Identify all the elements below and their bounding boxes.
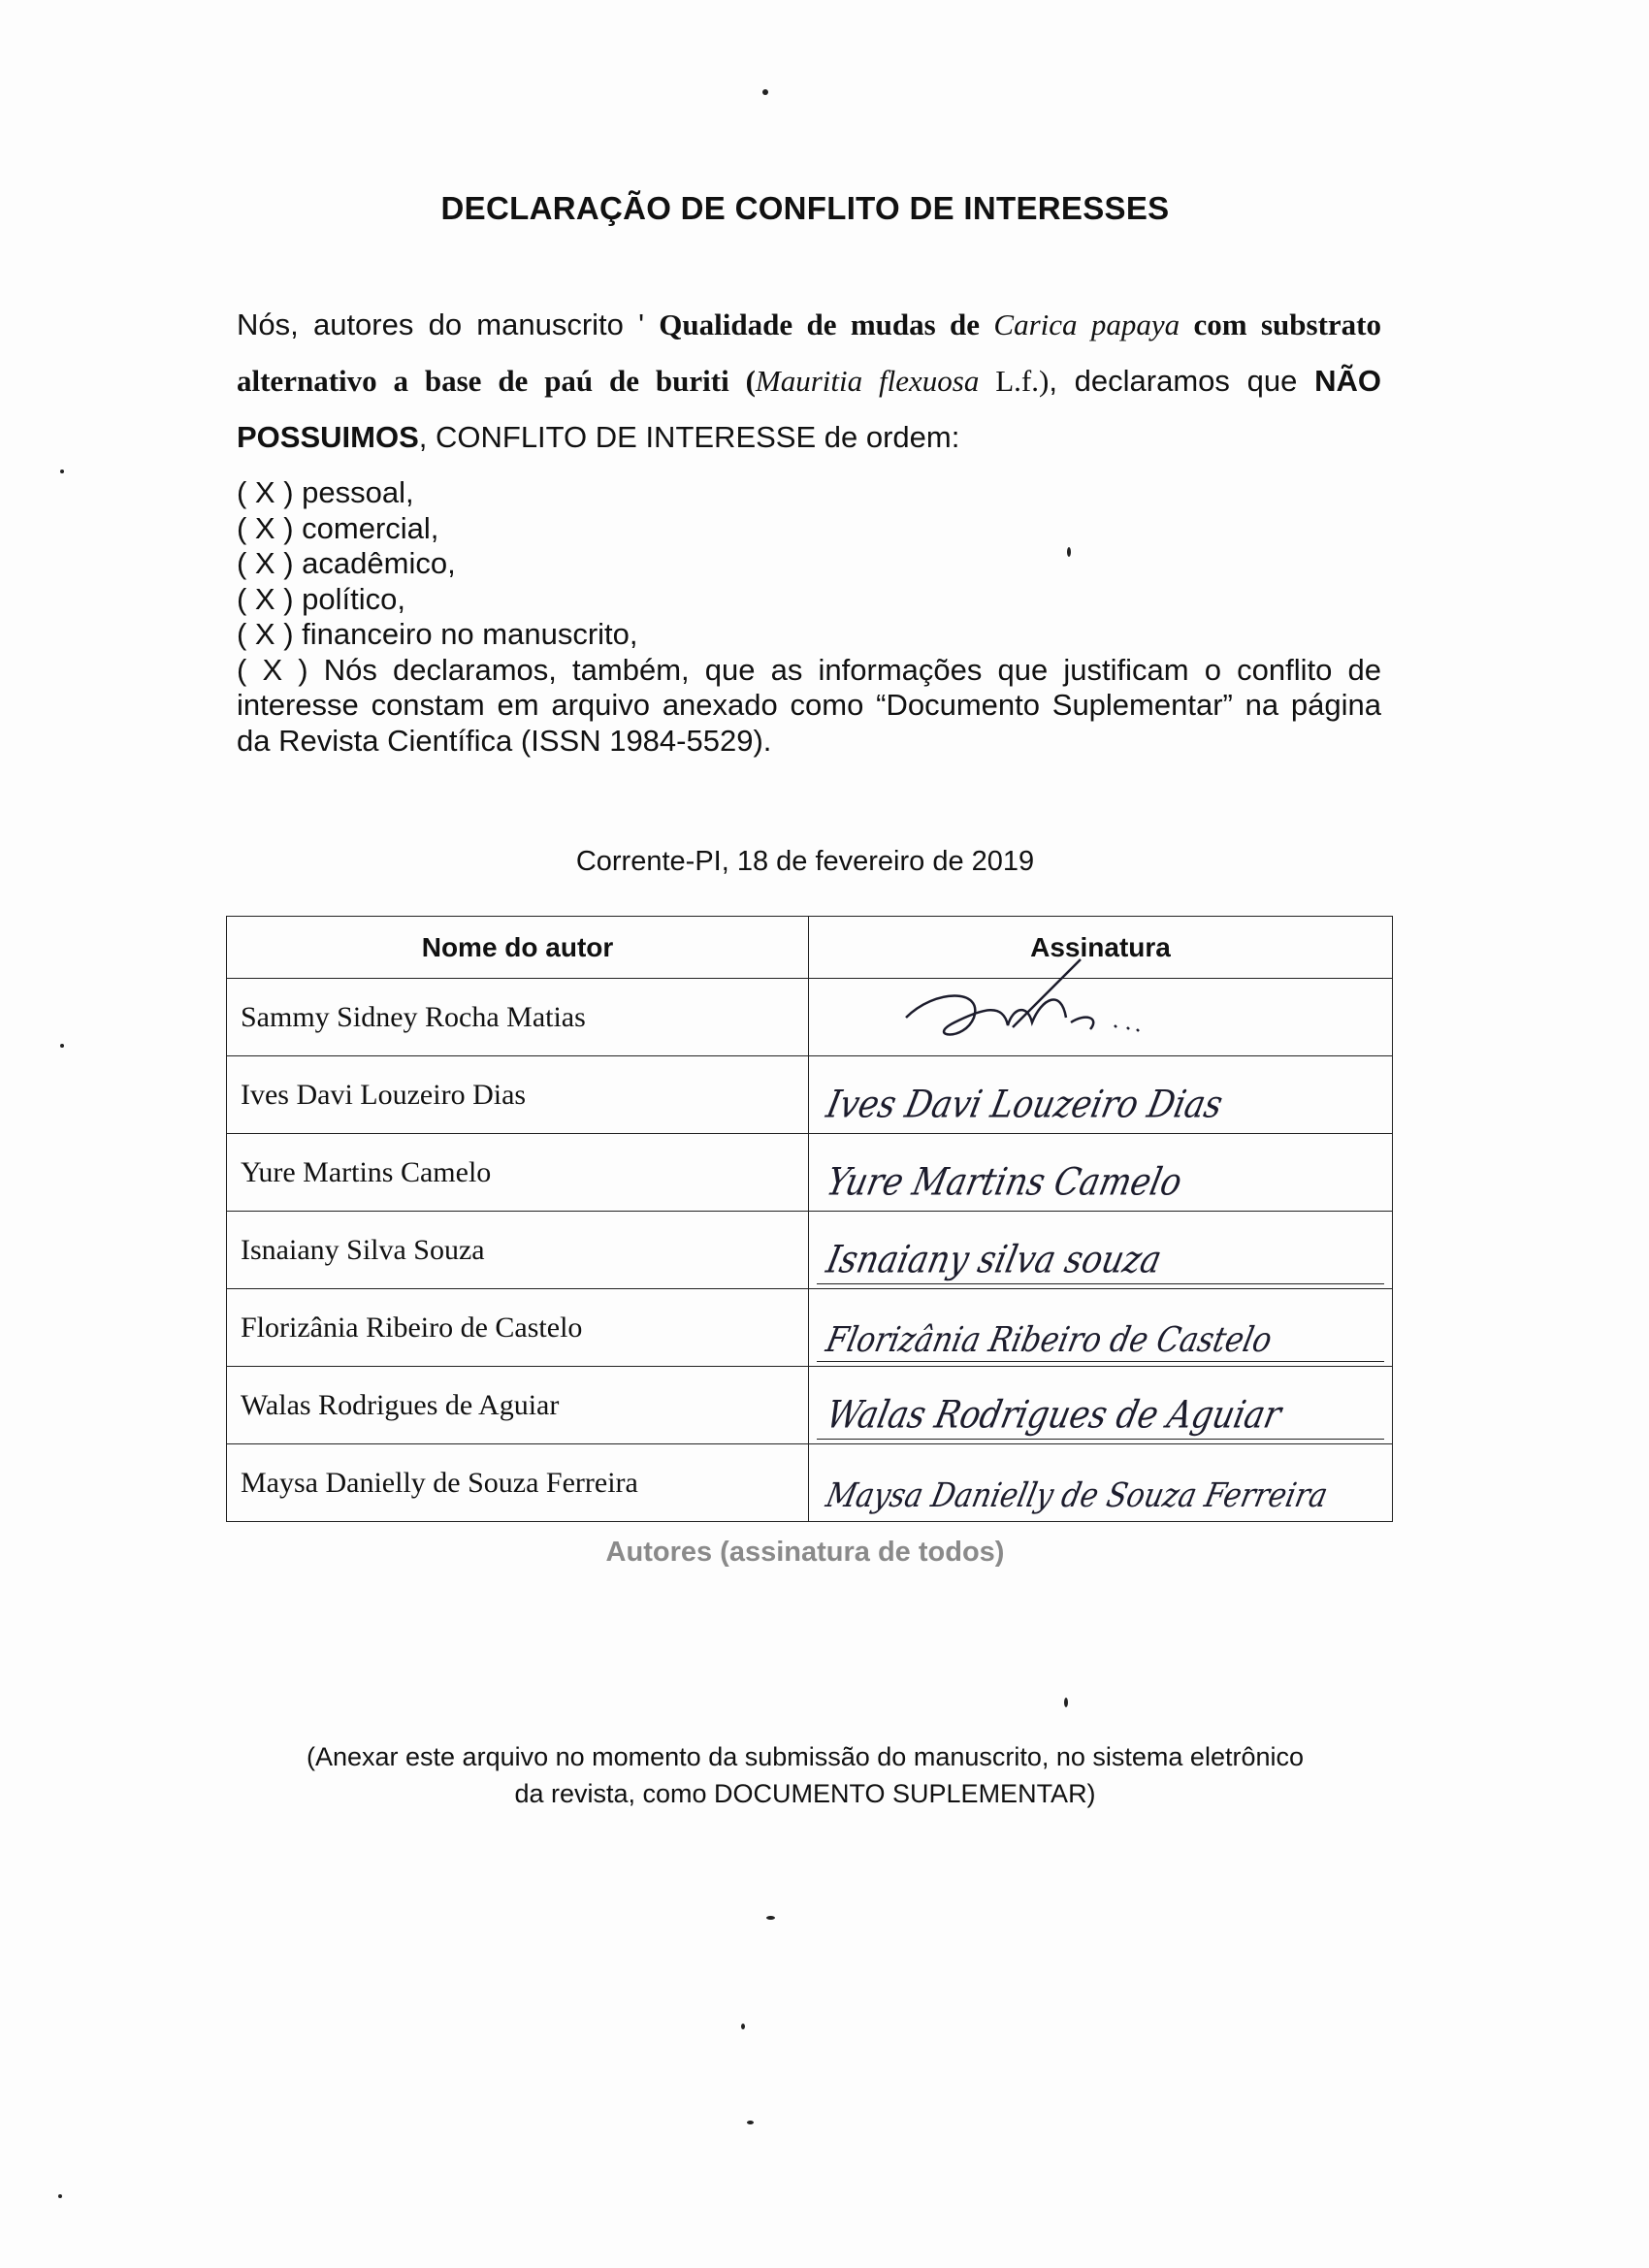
signatures-caption: Autores (assinatura de todos) bbox=[605, 1537, 1005, 1568]
intro-after: , declaramos que bbox=[1049, 364, 1315, 398]
column-header-signature: Assinatura bbox=[809, 917, 1393, 979]
scan-speck bbox=[58, 2194, 62, 2198]
scan-speck bbox=[747, 2121, 754, 2124]
scan-speck bbox=[60, 1044, 64, 1048]
page-title: DECLARAÇÃO DE CONFLITO DE INTERESSES bbox=[440, 190, 1170, 226]
handwritten-signature: Florizânia Ribeiro de Castelo bbox=[823, 1319, 1276, 1360]
signature-cell bbox=[809, 1289, 1393, 1367]
conflict-options-list bbox=[237, 475, 1381, 759]
table-row bbox=[227, 1212, 1393, 1289]
signature-cell bbox=[809, 1444, 1393, 1522]
footer-note bbox=[0, 1738, 1610, 1812]
table-row bbox=[227, 1289, 1393, 1367]
scan-speck bbox=[762, 89, 768, 95]
option-item: ( X ) comercial, bbox=[237, 510, 439, 545]
option-item: ( X ) financeiro no manuscrito, bbox=[237, 617, 638, 651]
column-header-author: Nome do autor bbox=[227, 917, 809, 979]
signature-line bbox=[817, 1361, 1384, 1362]
scan-speck bbox=[60, 470, 64, 473]
author-name: Isnaiany Silva Souza bbox=[227, 1212, 809, 1289]
declaration-emphasis: NÃO POSSUIMOS bbox=[237, 364, 1381, 454]
declaration-intro bbox=[237, 297, 1381, 466]
signature-line bbox=[817, 1439, 1384, 1440]
footer-line-2: da revista, como DOCUMENTO SUPLEMENTAR) bbox=[514, 1779, 1096, 1808]
author-name: Yure Martins Camelo bbox=[227, 1134, 809, 1212]
table-header-row bbox=[227, 917, 1393, 979]
author-name: Walas Rodrigues de Aguiar bbox=[227, 1367, 809, 1444]
option-item: ( X ) político, bbox=[237, 581, 405, 616]
option-item: ( X ) Nós declaramos, também, que as informações que justificam o conflito de interesse constam em arquivo anexado como “Documento Suplementar” na página da Revista Científica (ISSN 1984-5529). bbox=[237, 652, 1381, 758]
signature-cell bbox=[809, 1212, 1393, 1289]
intro-tail: , CONFLITO DE INTERESSE de ordem: bbox=[418, 420, 960, 454]
signature-cell bbox=[809, 1134, 1393, 1212]
signature-scribble bbox=[896, 950, 1148, 1056]
signature-cell bbox=[809, 1367, 1393, 1444]
table-row bbox=[227, 1134, 1393, 1212]
author-name: Sammy Sidney Rocha Matias bbox=[227, 979, 809, 1056]
option-item: ( X ) acadêmico, bbox=[237, 546, 456, 580]
table-row bbox=[227, 1367, 1393, 1444]
footer-line-1: (Anexar este arquivo no momento da submissão do manuscrito, no sistema eletrônico bbox=[306, 1742, 1305, 1771]
scan-speck bbox=[766, 1916, 775, 1920]
manuscript-title-part-2: com substrato alternativo a base de paú de buriti ( bbox=[237, 308, 1381, 398]
manuscript-title-part-3: L.f.) bbox=[979, 364, 1050, 398]
handwritten-signature: Yure Martins Camelo bbox=[823, 1160, 1186, 1205]
authors-table bbox=[226, 916, 1393, 1522]
scan-speck bbox=[741, 2024, 745, 2029]
manuscript-title-part-1: Qualidade de mudas de bbox=[659, 308, 994, 341]
table-row bbox=[227, 979, 1393, 1056]
table-row bbox=[227, 1444, 1393, 1522]
signature-cell bbox=[809, 1056, 1393, 1134]
handwritten-signature: Walas Rodrigues de Aguiar bbox=[823, 1393, 1285, 1438]
intro-lead: Nós, autores do manuscrito ' bbox=[237, 308, 660, 341]
species-name-1: Carica papaya bbox=[993, 308, 1180, 341]
handwritten-signature: Maysa Danielly de Souza Ferreira bbox=[823, 1475, 1332, 1515]
table-row bbox=[227, 1056, 1393, 1134]
scan-speck bbox=[1064, 1698, 1068, 1707]
scan-speck bbox=[1067, 547, 1071, 557]
author-name: Florizânia Ribeiro de Castelo bbox=[227, 1289, 809, 1367]
signature-cell bbox=[809, 979, 1393, 1056]
handwritten-signature: Ives Davi Louzeiro Dias bbox=[823, 1083, 1227, 1127]
species-name-2: Mauritia flexuosa bbox=[755, 364, 980, 398]
handwritten-signature: Isnaiany silva souza bbox=[823, 1238, 1166, 1282]
author-name: Maysa Danielly de Souza Ferreira bbox=[227, 1444, 809, 1522]
author-name: Ives Davi Louzeiro Dias bbox=[227, 1056, 809, 1134]
signature-line bbox=[817, 1283, 1384, 1284]
place-date: Corrente-PI, 18 de fevereiro de 2019 bbox=[575, 846, 1035, 877]
option-item: ( X ) pessoal, bbox=[237, 475, 414, 509]
